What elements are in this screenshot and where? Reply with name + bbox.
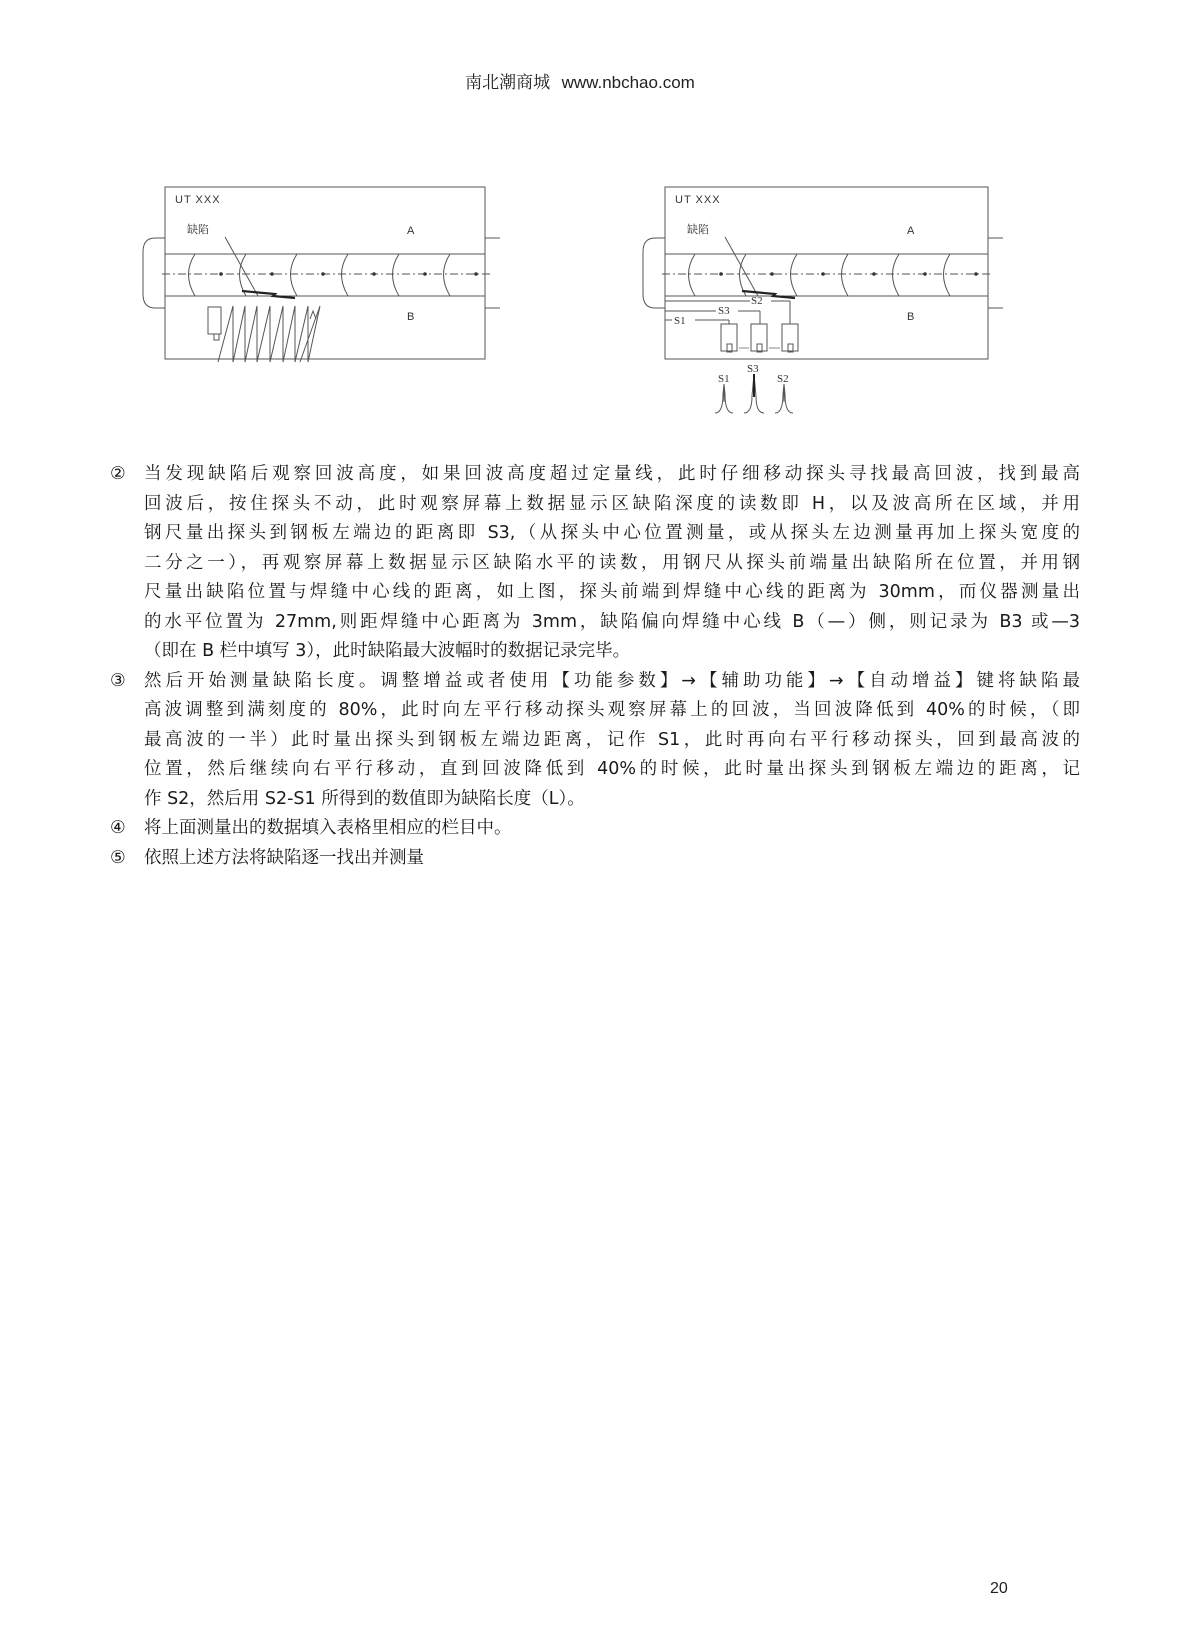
text-line: （即在 B 栏中填写 3），此时缺陷最大波幅时的数据记录完毕。 <box>144 641 631 661</box>
step-text <box>144 460 1080 667</box>
step-5 <box>110 844 1080 874</box>
echo-s1-label: S1 <box>718 373 730 385</box>
step-4 <box>110 814 1080 844</box>
text-line: 钢尺量出探头到钢板左端边的距离即 S3,（从探头中心位置测量，或从探头左边测量再加上探头宽度的 <box>144 523 1080 543</box>
zigzag-scan-diagram <box>140 184 512 364</box>
step-marker: ④ <box>110 818 126 838</box>
text-line: 最高波的一半）此时量出探头到钢板左端边距离，记作 S1，此时再向右平行移动探头，回到最高波的 <box>144 729 1080 750</box>
text-line: 将上面测量出的数据填入表格里相应的栏目中。 <box>144 818 512 838</box>
figure-zigzag-scan <box>140 184 512 364</box>
page-header <box>0 68 1160 93</box>
text-line: 高波调整到满刻度的 80%，此时向左平行移动探头观察屏幕上的回波，当回波降低到 40%的时候，（即 <box>144 700 1080 720</box>
dimension-s1-label: S1 <box>674 315 686 327</box>
zone-b-label: B <box>907 311 915 323</box>
text-line: 然后开始测量缺陷长度。调整增益或者使用【功能参数】→【辅助功能】→【自动增益】键将缺陷最 <box>144 670 1080 691</box>
text-line: 的水平位置为 27mm,则距焊缝中心距离为 3mm，缺陷偏向焊缝中心线 B（—）侧，则记录为 B3 或—3 <box>144 611 1080 632</box>
site-url: www.nbchao.com <box>561 73 695 92</box>
zone-a-label: A <box>907 225 915 237</box>
length-measurement-diagram <box>640 184 1012 419</box>
step-text <box>144 667 1080 815</box>
figure-length-measurement <box>640 184 1012 419</box>
step-text <box>144 844 1080 874</box>
step-2 <box>110 460 1080 667</box>
echo-s3-label: S3 <box>747 363 759 375</box>
step-marker: ② <box>110 464 126 484</box>
defect-label: 缺陷 <box>687 224 709 236</box>
dimension-s3-label: S3 <box>718 305 730 317</box>
step-marker: ③ <box>110 670 126 691</box>
page-number: 20 <box>990 1580 1008 1597</box>
site-name: 南北潮商城 <box>465 73 551 93</box>
text-line: 依照上述方法将缺陷逐一找出并测量 <box>144 847 424 868</box>
step-3 <box>110 667 1080 815</box>
screen-label: UT XXX <box>675 194 721 206</box>
text-line: 回波后，按住探头不动，此时观察屏幕上数据显示区缺陷深度的读数即 H，以及波高所在区域，并用 <box>144 493 1080 514</box>
text-line: 二分之一），再观察屏幕上数据显示区缺陷水平的读数，用钢尺从探头前端量出缺陷所在位置，并用钢 <box>144 552 1080 573</box>
zone-b-label: B <box>407 311 415 323</box>
steel-plate-outline <box>665 187 988 359</box>
screen-label: UT XXX <box>175 194 221 206</box>
echo-s2-label: S2 <box>777 373 789 385</box>
procedure-steps <box>110 460 1080 873</box>
dimension-s2-label: S2 <box>751 295 763 307</box>
step-text <box>144 814 1080 844</box>
step-marker: ⑤ <box>110 847 126 868</box>
text-line: 位置，然后继续向右平行移动，直到回波降低到 40%的时候，此时量出探头到钢板左端边的距离，记 <box>144 759 1080 779</box>
defect-shape <box>242 291 295 298</box>
defect-label: 缺陷 <box>187 224 209 236</box>
zone-a-label: A <box>407 225 415 237</box>
defect-shape <box>742 291 795 298</box>
text-line: 当发现缺陷后观察回波高度，如果回波高度超过定量线，此时仔细移动探头寻找最高回波，找到最高 <box>144 464 1080 484</box>
text-line: 作 S2，然后用 S2-S1 所得到的数值即为缺陷长度（L）。 <box>144 788 585 809</box>
text-line: 尺量出缺陷位置与焊缝中心线的距离，如上图，探头前端到焊缝中心线的距离为 30mm，而仪器测量出 <box>144 582 1080 602</box>
steel-plate-outline <box>165 187 485 359</box>
